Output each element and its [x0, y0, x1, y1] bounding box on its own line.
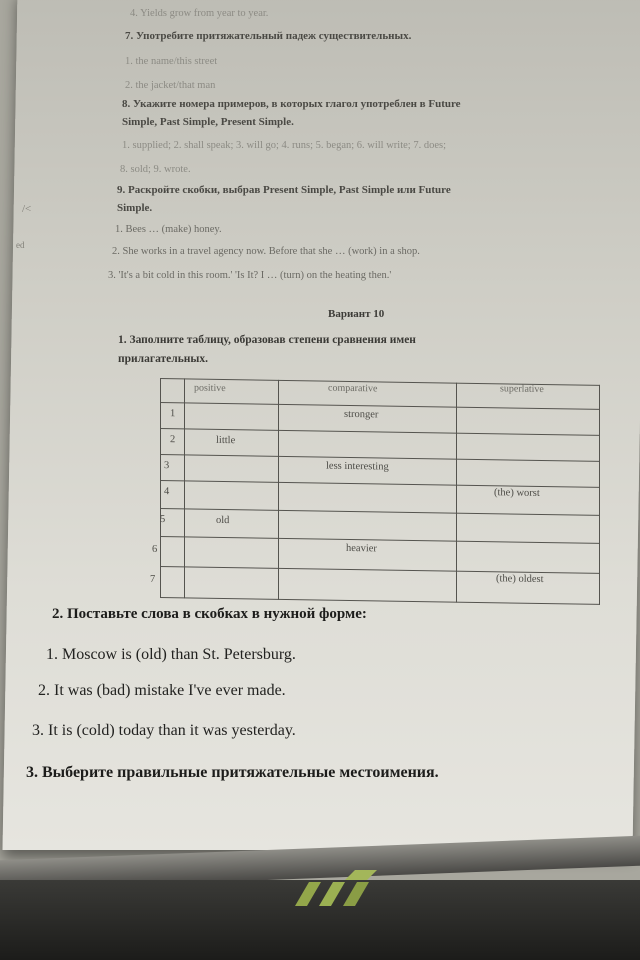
row-6-comparative: heavier — [346, 542, 377, 555]
row-1-num: 1 — [170, 408, 176, 420]
row-1-comparative: stronger — [344, 408, 379, 421]
table-rule — [160, 378, 161, 598]
table-rule — [184, 378, 185, 598]
task-8-title-2: Simple, Past Simple, Present Simple. — [122, 116, 294, 128]
task-1-title-2: прилагательных. — [118, 353, 209, 365]
table-rule — [160, 566, 600, 574]
line-4: 4. Yields grow from year to year. — [130, 8, 269, 19]
row-5-positive: old — [216, 514, 230, 527]
header-positive: positive — [194, 382, 226, 395]
task-1-title-1: 1. Заполните таблицу, образовав степени сравнения имен — [118, 334, 416, 346]
task-7-item-2: 2. the jacket/that man — [125, 80, 216, 91]
task-2-item-1: 1. Moscow is (old) than St. Petersburg. — [46, 646, 296, 663]
task-7-title: 7. Употребите притяжательный падеж существительных. — [125, 30, 412, 42]
task-7-item-1: 1. the name/this street — [125, 56, 218, 67]
task-9-title-1: 9. Раскройте скобки, выбрав Present Simple, Past Simple или Future — [117, 184, 451, 196]
row-3-comparative: less interesting — [326, 460, 389, 473]
row-2-positive: little — [216, 434, 236, 447]
task-3-title: 3. Выберите правильные притяжательные местоимения. — [26, 764, 439, 781]
row-4-superlative: (the) worst — [494, 487, 540, 499]
task-8-line-2: 8. sold; 9. wrote. — [120, 164, 191, 175]
table-rule — [278, 380, 279, 600]
header-comparative: comparative — [328, 382, 378, 395]
table-rule — [599, 385, 600, 605]
row-7-num: 7 — [150, 573, 156, 585]
task-8-line-1: 1. supplied; 2. shall speak; 3. will go; 4. runs; 5. began; 6. will write; 7. does; — [122, 140, 447, 151]
table-rule — [160, 536, 600, 544]
table-rule — [160, 402, 600, 410]
margin-mark-1: /< — [22, 203, 32, 215]
row-5-num: 5 — [160, 514, 166, 526]
row-4-num: 4 — [164, 486, 170, 498]
task-8-title-1: 8. Укажите номера примеров, в которых глагол употреблен в Future — [122, 98, 461, 110]
task-9-title-2: Simple. — [117, 202, 153, 214]
row-6-num: 6 — [152, 543, 158, 555]
task-2-title: 2. Поставьте слова в скобках в нужной форме: — [52, 606, 367, 622]
header-superlative: superlative — [500, 383, 544, 396]
table-rule — [160, 480, 600, 488]
table-rule — [456, 383, 457, 603]
variant-title: Вариант 10 — [328, 308, 385, 320]
task-2-item-2: 2. It was (bad) mistake I've ever made. — [38, 682, 286, 699]
task-9-item-3: 3. 'It's a bit cold in this room.' 'Is It? I … (turn) on the heating then.' — [108, 270, 392, 281]
task-9-item-2: 2. She works in a travel agency now. Before that she … (work) in a shop. — [112, 246, 420, 257]
task-2-item-3: 3. It is (cold) today than it was yesterday. — [32, 722, 296, 739]
row-3-num: 3 — [164, 460, 170, 472]
laptop-logo-icon — [285, 868, 395, 910]
row-2-num: 2 — [170, 434, 176, 446]
row-7-superlative: (the) oldest — [496, 573, 544, 586]
task-9-item-1: 1. Bees … (make) honey. — [115, 224, 222, 235]
comparison-table — [150, 378, 600, 605]
margin-mark-2: ed — [16, 240, 25, 250]
